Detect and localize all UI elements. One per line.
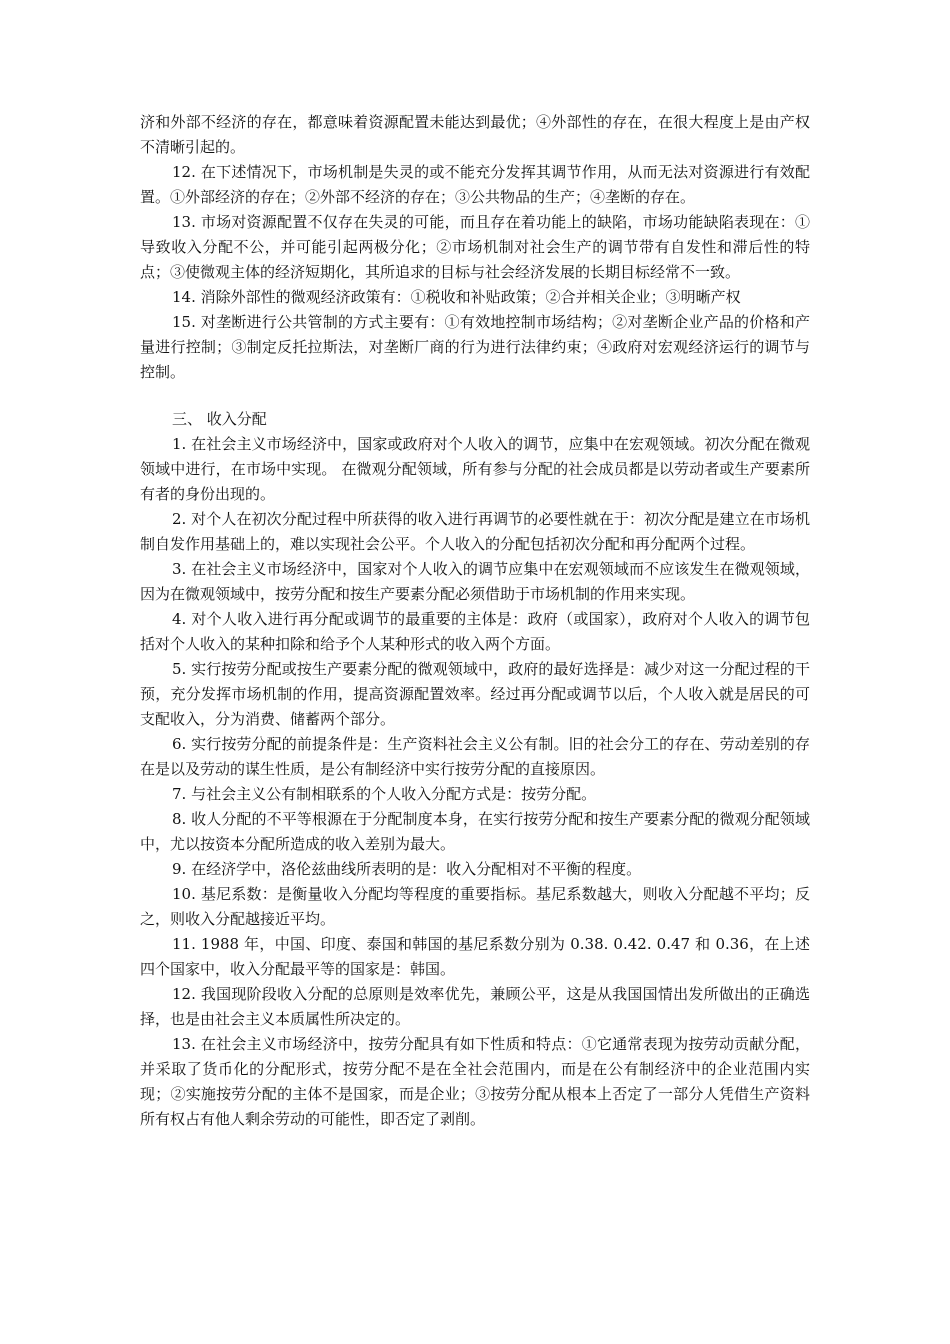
paragraph-item-11: 11. 1988 年，中国、印度、泰国和韩国的基尼系数分别为 0.38. 0.42. 0.47 和 0.36，在上述四个国家中，收入分配最平等的国家是：韩国。 xyxy=(140,935,810,978)
paragraph-item-9: 9. 在经济学中，洛伦兹曲线所表明的是：收入分配相对不平衡的程度。 xyxy=(172,860,642,878)
paragraph-item-13: 13. 市场对资源配置不仅存在失灵的可能，而且存在着功能上的缺陷，市场功能缺陷表现在：①导致收入分配不公，并可能引起两极分化；②市场机制对社会生产的调节带有自发性和滞后性的特点；③使微观主体的经济短期化，其所追求的目标与社会经济发展的长期目标经常不一致。 xyxy=(140,213,810,281)
paragraph-item-13b: 13. 在社会主义市场经济中，按劳分配具有如下性质和特点：①它通常表现为按劳动贡献分配，并采取了货币化的分配形式，按劳分配不是在全社会范围内，而是在公有制经济中的企业范围内实现；②实施按劳分配的主体不是国家，而是企业；③按劳分配从根本上否定了一部分人凭借生产资料所有权占有他人剩余劳动的可能性，即否定了剥削。 xyxy=(140,1035,810,1128)
paragraph-item-12b: 12. 我国现阶段收入分配的总原则是效率优先，兼顾公平，这是从我国国情出发所做出的正确选择，也是由社会主义本质属性所决定的。 xyxy=(140,985,810,1028)
paragraph-item-10: 10. 基尼系数：是衡量收入分配均等程度的重要指标。基尼系数越大，则收入分配越不平均；反之，则收入分配越接近平均。 xyxy=(140,885,810,928)
paragraph-item-6: 6. 实行按劳分配的前提条件是：生产资料社会主义公有制。旧的社会分工的存在、劳动差别的存在是以及劳动的谋生性质，是公有制经济中实行按劳分配的直接原因。 xyxy=(140,735,810,778)
paragraph-item-8: 8. 收人分配的不平等根源在于分配制度本身，在实行按劳分配和按生产要素分配的微观分配领域中，尤以按资本分配所造成的收入差别为最大。 xyxy=(140,810,810,853)
section-heading: 三、 收入分配 xyxy=(172,410,267,428)
paragraph-item-7: 7. 与社会主义公有制相联系的个人收入分配方式是：按劳分配。 xyxy=(172,785,597,803)
paragraph-item-4: 4. 对个人收入进行再分配或调节的最重要的主体是：政府（或国家），政府对个人收入的调节包括对个人收入的某种扣除和给予个人某种形式的收入两个方面。 xyxy=(140,610,810,653)
paragraph-item-3: 3. 在社会主义市场经济中，国家对个人收入的调节应集中在宏观领域而不应该发生在微观领域，因为在微观领域中，按劳分配和按生产要素分配必须借助于市场机制的作用来实现。 xyxy=(140,560,810,603)
paragraph-item-5: 5. 实行按劳分配或按生产要素分配的微观领域中，政府的最好选择是：减少对这一分配过程的干预，充分发挥市场机制的作用，提高资源配置效率。经过再分配或调节以后，个人收入就是居民的可支配收入，分为消费、储蓄两个部分。 xyxy=(140,660,810,728)
paragraph-item-15: 15. 对垄断进行公共管制的方式主要有：①有效地控制市场结构；②对垄断企业产品的价格和产量进行控制；③制定反托拉斯法，对垄断厂商的行为进行法律约束；④政府对宏观经济运行的调节与控制。 xyxy=(140,313,810,381)
paragraph-item-14: 14. 消除外部性的微观经济政策有：①税收和补贴政策；②合并相关企业；③明晰产权 xyxy=(172,288,741,306)
paragraph-item-12: 12. 在下述情况下，市场机制是失灵的或不能充分发挥其调节作用，从而无法对资源进行有效配置。①外部经济的存在；②外部不经济的存在；③公共物品的生产；④垄断的存在。 xyxy=(140,163,810,206)
paragraph-item-2: 2. 对个人在初次分配过程中所获得的收入进行再调节的必要性就在于：初次分配是建立在市场机制自发作用基础上的，难以实现社会公平。个人收入的分配包括初次分配和再分配两个过程。 xyxy=(140,510,810,553)
paragraph-continuation: 济和外部不经济的存在，都意味着资源配置未能达到最优；④外部性的存在，在很大程度上是由产权不清晰引起的。 xyxy=(140,113,810,156)
paragraph-item-1: 1. 在社会主义市场经济中，国家或政府对个人收入的调节，应集中在宏观领域。初次分配在微观领域中进行，在市场中实现。 在微观分配领域，所有参与分配的社会成员都是以劳动者或生产要素所有者的身份出现的。 xyxy=(140,435,810,503)
